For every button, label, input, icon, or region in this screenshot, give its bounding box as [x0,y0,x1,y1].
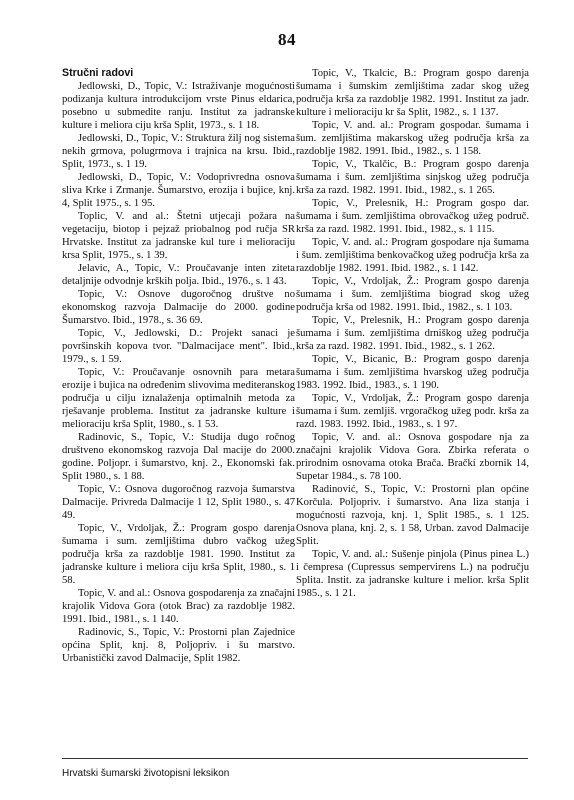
page-footer: Hrvatski šumarski životopisni leksikon [62,768,230,779]
bibliography-entry: Radinović, S., Topic, V.: Prostorni plan općine Korčula. Poljopriv. i šumarstvo. Ana liza stanja i mogućnosti razvoja, knj. 1, Split 1985., s. 1 125. Osnova plana, knj. 2, s. 1 58, Urban. zavod Dalmacije Split. [296,484,529,547]
bibliography-entry: Topic, V. and. al.: Osnova gospodare nja za značajni krajolik Vidova Gora. Zbirka referata o prirodnim osnovama otoka Brača. Bračkí zbornik 14, Supetar 1984., s. 78 100. [296,432,529,482]
bibliography-entry: Topic, V. and. al.: Sušenje pinjola (Pinus pinea L.) i čempresa (Cupressus sempervirens L.) na području Splita. Instit. za jadranske kulture i melior. krša Split 1985., s. 1 21. [296,549,529,599]
bibliography-entry: Jelavic, A., Topic, V.: Proučavanje inten ziteta detaljnije odvodnje krških polja. Ibid., 1976., s. 1 43. [62,263,295,287]
footer-divider [62,758,528,759]
bibliography-entry: Topic, V.: Osnova dugoročnog razvoja šumarstva Dalmacije. Privreda Dalmacije 1 12, Split 1980., s. 47 49. [62,484,295,521]
bibliography-entry: Topic, V., Prelesnik, H.: Program gospo dar. šumama i šum. zemljištima obrovačkog užeg područ. krša za razd. 1982. 1991. Ibid., 1982., s. 1 115. [296,198,529,235]
bibliography-entry: Topic, V., Jedlowski, D.: Projekt sanaci je površinskih kopova tvor. "Dalmacijace ment". Ibid., 1979., s. 1 59. [62,328,295,365]
left-column [62,67,295,665]
right-column [296,67,529,600]
bibliography-entry: Topic, V., Tkalcic, B.: Program gospo darenja šumama i šumskim zemljištima zadar skog užeg područja krša za razdoblje 1982. 1991. Institut za jadr. kulture i melioraciju kr ša Split, 1982., s. 1 137. [296,68,529,118]
bibliography-entry: Topic, V. and. al.: Program gospodar. šumama i šum. zemljištima makarskog užeg područja krša za razdoblje 1982. 1991. Ibid., 1982., s. 1 158. [296,120,529,157]
bibliography-entry: Radinovic, S., Topic, V.: Studija dugo ročnog društveno ekonomskog razvoja Dal macije do 2000. godine. Poljopr. i šumarstvo, knj. 2., Ekonomski fak. Split 1980., s. 1 88. [62,432,295,482]
bibliography-entry: Topic, V., Tkalčic, B.: Program gospo darenja šumama i šum. zemljištima sinjskog užeg područja krša za razd. 1982. 1991. Ibid., 1982., s. 1 265. [296,159,529,196]
bibliography-entry: Topic, V. and. al.: Program gospodare nja šumama i šum. zemljištima benkovačkog užeg područja krša za razdoblje 1982. 1991. Ibid. 1982., s. 1 142. [296,237,529,274]
bibliography-entry: Topic, V., Bicanic, B.: Program gospo darenja šumama i šum. zemljištima hvarskog užeg područja 1983. 1992. Ibid., 1983., s. 1 190. [296,354,529,391]
bibliography-entry: Topic, V., Vrdoljak, Ž.: Program gospo darenja šumama i šum. zemljiš. vrgoračkog užeg podr. krša za razd. 1983. 1992. Ibid., 1983., s. 1 97. [296,393,529,430]
bibliography-entry: Topic, V., Prelesnik, H.: Program gospo darenja šumama i šum. zemljištima drniškog užeg područja krša za razd. 1982. 1991. Ibid., 1982., s. 1 262. [296,315,529,352]
section-heading: Stručni radovi [62,67,134,79]
bibliography-entry: Topic, V., Vrdoljak, Ž.: Program gospo darenja šumama i šum. zemljištima biograd skog užeg područja krša od 1982. 1991. Ibid., 1982., s. 1 103. [296,276,529,313]
bibliography-entry: Toplic, V. and al.: Štetni utjecaji požara na vegetaciju, biotop i pejzaž priobalnog pod ručja SR Hrvatske. Institut za jadranske kul ture i melioraciju krsa Split, 1975., s. 1 39. [62,211,295,261]
bibliography-entry: Topic, V., Vrdoljak, Ž.: Program gospo darenja šumama i sum. zemljištima dubro vačkog užeg područja krša za razdoblje 1981. 1990. Institut za jadranske kulture i meliora ciju krša Split, 1980., s. 1 58. [62,523,295,586]
bibliography-entry: Topic, V.: Osnove dugoročnog društve no ekonomskog razvoja Dalmacije do 2000. godine Šumarstvo. Ibid., 1978., s. 36 69. [62,289,295,326]
bibliography-entry: Topic, V.: Proučavanje osnovnih para metara erozije i bujica na određenim slivovima mediteranskog područja u cilju iznalaženja optimalnih metoda za rješavanje problema. Institut za jadranske kulture i melioraciju krša Split, 1980., s. 1 53. [62,367,295,430]
bibliography-entry: Jedlowski, D., Topic, V.: Struktura žilj nog sistema nekih grmova, polugrmova i trajnica na krsu. Ibid., Split, 1973., s. 1 19. [62,133,295,170]
bibliography-entry: Jedlowski, D., Topic, V.: Istraživanje mogućnosti podizanja kultura introdukcijom vrste Pinus eldarica, posebno u submedite ranju. Institut za jadranske kulture i meliora ciju krša Split, 1973., s. 1 18. [62,81,295,131]
bibliography-entry: Radinovic, S., Topic, V.: Prostorni plan Zajednice općina Split, knj. 8, Poljopriv. i šu marstvo. Urbanistički zavod Dalmacije, Split 1982. [62,627,295,664]
page-number: 84 [278,30,296,49]
bibliography-entry: Jedlowski, D., Topic, V.: Vodoprivredna osnova sliva Krke i Zrmanje. Šumarstvo, erozija i bujice, knj. 4, Split 1975., s. 1 95. [62,172,295,209]
bibliography-entry: Topic, V. and al.: Osnova gospodarenja za značajni krajolik Vidova Gora (otok Brac) za razdoblje 1982. 1991. Ibid., 1981., s. 1 140. [62,588,295,625]
